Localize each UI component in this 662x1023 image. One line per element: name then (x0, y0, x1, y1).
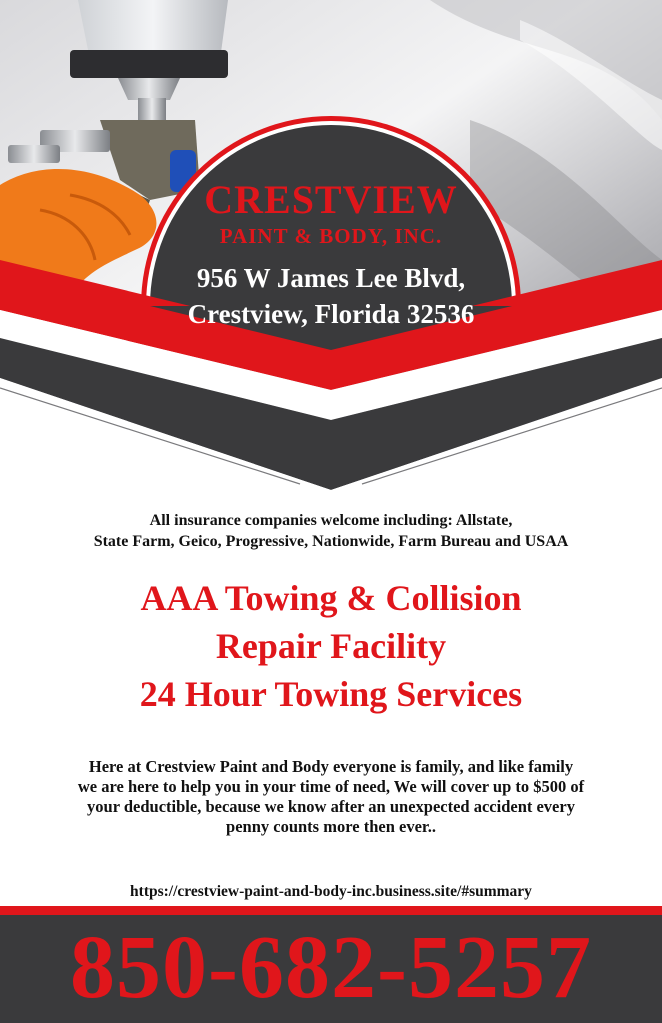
footer-accent-bar (0, 906, 662, 915)
business-badge (0, 178, 662, 332)
phone-number[interactable]: 850-682-5257 (70, 918, 592, 1017)
insurance-line-1: All insurance companies welcome including: Allstate, (149, 512, 513, 529)
headline-line-2: Repair Facility (215, 626, 447, 666)
headline-line-3: 24 Hour Towing Services (139, 674, 523, 714)
insurance-line-2: State Farm, Geico, Progressive, Nationwide, Farm Bureau and USAA (93, 533, 569, 550)
brand-name: CRESTVIEW (204, 177, 458, 222)
headline-line-1: AAA Towing & Collision (140, 578, 522, 618)
footer-phone-bar (0, 915, 662, 1023)
services-headline (0, 574, 662, 718)
description-paragraph (40, 757, 622, 837)
address-line-2: Crestview, Florida 32536 (187, 299, 475, 329)
body-line-3: your deductible, because we know after an unexpected accident every (87, 797, 575, 816)
address-line-1: 956 W James Lee Blvd, (196, 263, 466, 293)
body-line-1: Here at Crestview Paint and Body everyone is family, and like family (88, 757, 574, 776)
body-line-2: we are here to help you in your time of need, We will cover up to $500 of (77, 777, 585, 796)
brand-subtitle: PAINT & BODY, INC. (219, 224, 443, 248)
website-link[interactable]: https://crestview-paint-and-body-inc.business.site/#summary (130, 883, 532, 900)
body-line-4: penny counts more then ever.. (226, 817, 436, 836)
insurance-notice (0, 510, 662, 552)
